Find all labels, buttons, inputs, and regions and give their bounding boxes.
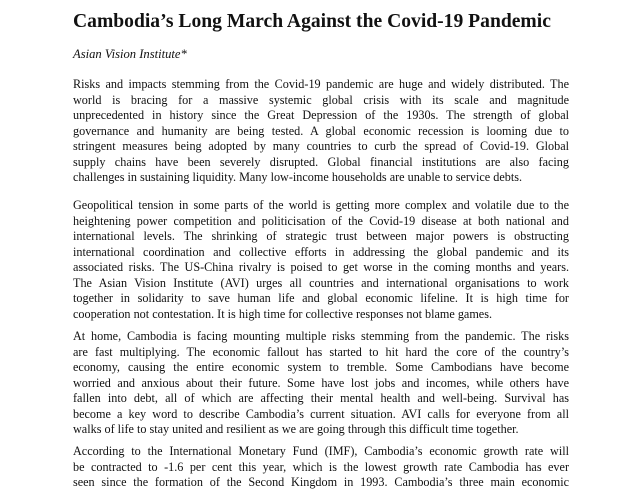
text-line: are fast multiplying. The economic fallout has started to hit hard the core of the country’s — [73, 344, 569, 359]
paragraph — [73, 77, 569, 186]
text-line: Risks and impacts stemming from the Covid-19 pandemic are huge and widely distributed. The — [73, 77, 569, 91]
text-line: international coordination and collective efforts in addressing the global pandemic and its — [73, 244, 569, 259]
text-line: economy, causing the entire economic system to tremble. Some Cambodians have become — [73, 360, 569, 374]
text-line: stringent measures being adopted by many countries to curb the spread of Covid-19. Global — [73, 139, 569, 153]
text-line: cooperation not contestation. It is high time for collective responses not blame games. — [73, 306, 493, 321]
text-line: fallen into debt, all of which are affecting their mental health and well-being. Survival has — [73, 391, 569, 405]
text-line: At home, Cambodia is facing mounting multiple risks stemming from the pandemic. The risks — [73, 329, 569, 343]
text-line: According to the International Monetary Fund (IMF), Cambodia’s economic growth rate will — [73, 444, 569, 458]
paragraph — [73, 198, 569, 322]
text-line: be contracted to -1.6 per cent this year, which is the lowest growth rate Cambodia has ever — [73, 459, 569, 474]
text-line: The Asian Vision Institute (AVI) urges all countries and international organisations to work — [73, 275, 569, 290]
text-line: unprecedented in history since the Great Depression of the 1930s. The strength of global — [73, 108, 569, 122]
text-line: become a key word to describe Cambodia’s current situation. AVI calls for everyone from all — [73, 406, 569, 421]
text-line: heightening power competition and politicisation of the Covid-19 disease at both national and — [73, 213, 569, 228]
text-line: international levels. The shrinking of strategic trust between major powers is obstructing — [73, 229, 569, 243]
text-line: walks of life to stay united and resilient as we are going through this difficult time together. — [73, 422, 519, 436]
text-line: Geopolitical tension in some parts of the world is getting more complex and volatile due to the — [73, 198, 569, 212]
text-line: seen since the formation of the Second Kingdom in 1993. Cambodia’s three main economic — [73, 475, 569, 489]
text-line: worried and anxious about their future. Some have lost jobs and incomes, while others have — [73, 375, 569, 390]
paragraph — [73, 329, 569, 438]
document-title: Cambodia’s Long March Against the Covid-19 Pandemic — [73, 11, 551, 32]
author-line: Asian Vision Institute* — [73, 47, 187, 61]
text-line: supply chains have been severely disrupted. Global financial institutions are also facing — [73, 154, 569, 169]
text-line: associated risks. The US-China rivalry is poised to get worse in the coming months and years. — [73, 260, 569, 274]
text-line: world is bracing for a massive systemic global crisis with its scale and magnitude — [73, 92, 569, 107]
text-line: governance and humanity are being tested. A global economic recession is looming due to — [73, 123, 569, 138]
text-line: together in solidarity to save human life and global economic lifeline. It is high time for — [73, 291, 569, 305]
text-line: challenges in sustaining liquidity. Many low-income households are unable to service debts. — [73, 170, 523, 184]
paragraph — [73, 444, 569, 491]
